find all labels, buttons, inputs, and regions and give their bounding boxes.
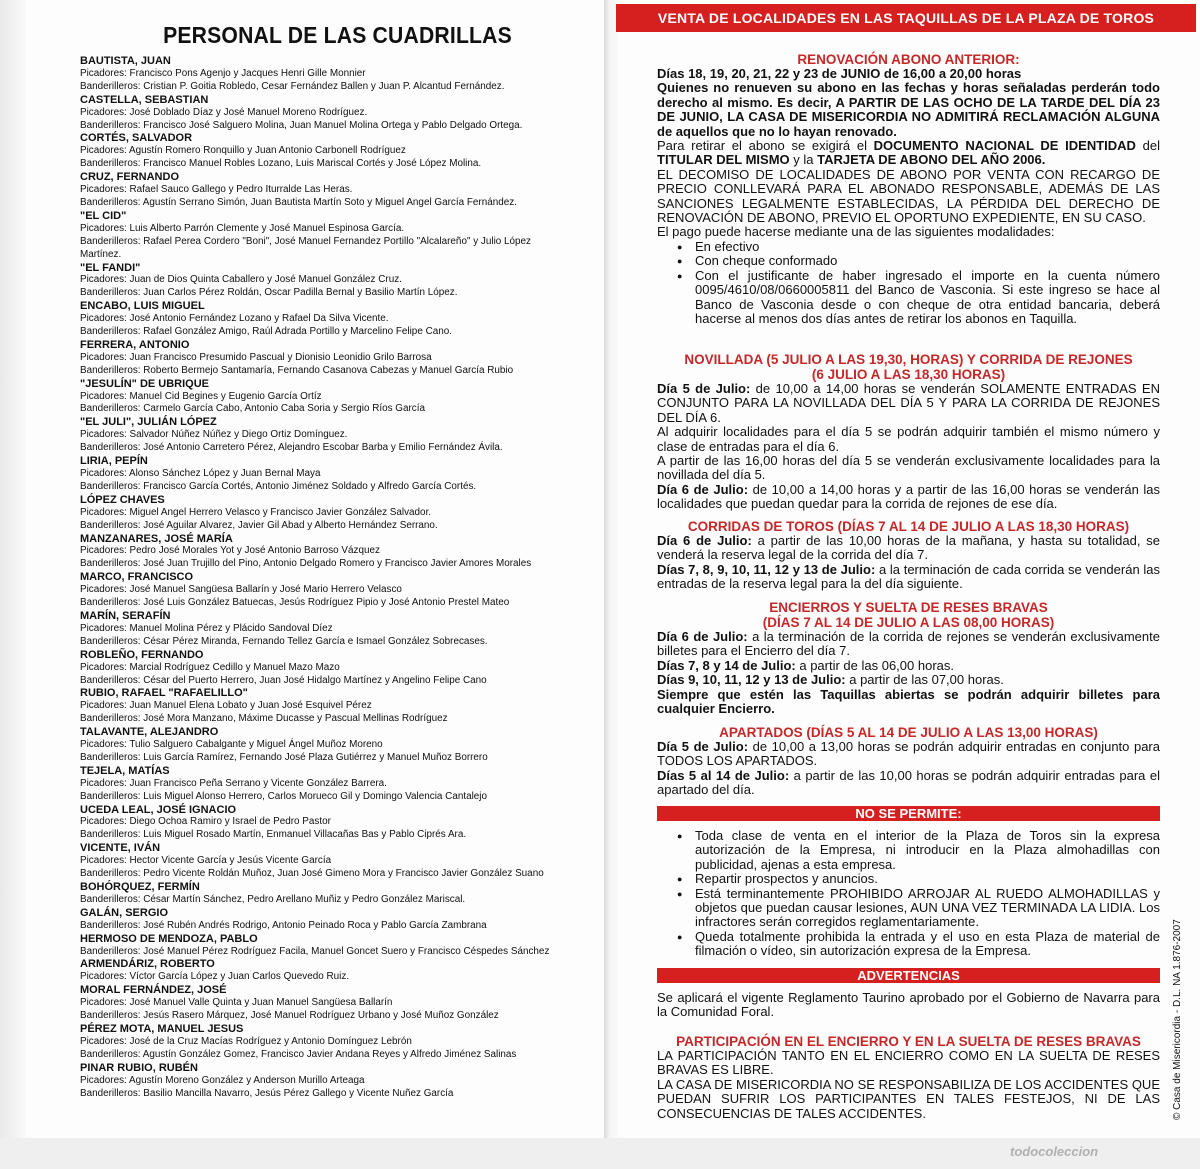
- crew-matador-name: CRUZ, FERNANDO: [80, 171, 179, 184]
- section-heading-apartados: APARTADOS (DÍAS 5 AL 14 DE JULIO A LAS 13,00 HORAS): [719, 725, 1098, 740]
- crew-matador-name: ARMENDÁRIZ, ROBERTO: [80, 958, 215, 971]
- crew-matador-name: MARÍN, SERAFÍN: [80, 609, 171, 622]
- crew-members-line: Banderilleros: César Pérez Miranda, Fernando Tellez García e Ismael González Sobrecases.: [80, 635, 488, 647]
- ticket-sales-banner: VENTA DE LOCALIDADES EN LAS TAQUILLAS DE LA PLAZA DE TOROS: [616, 4, 1196, 32]
- section-encierros: [657, 600, 1160, 716]
- crew-list-title: PERSONAL DE LAS CUADRILLAS: [163, 22, 512, 48]
- novillada-day5: Día 5 de Julio: de 10,00 a 14,00 horas se venderán SOLAMENTE ENTRADAS EN CONJUNTO PARA LA NOVILLADA DEL DÍA 5 Y PARA LA CORRIDA DE REJONES DEL DÍA 6.: [657, 381, 1160, 425]
- crew-matador-name: TEJELA, MATÍAS: [80, 764, 170, 777]
- no-se-permite-bar: NO SE PERMITE:: [657, 806, 1160, 821]
- encierros-days-7-8-14: Días 7, 8 y 14 de Julio: a partir de las 06,00 horas.: [657, 657, 954, 673]
- crew-members-line: Picadores: Rafael Sauco Gallego y Pedro Iturralde Las Heras.: [80, 184, 353, 196]
- crew-entry: [80, 842, 595, 881]
- crew-matador-name: MANZANARES, JOSÉ MARÍA: [80, 532, 233, 545]
- crew-members-line: Picadores: Manuel Molina Pérez y Plácido Sandoval Díez: [80, 622, 333, 634]
- advertencias-text: Se aplicará el vigente Reglamento Taurino aprobado por el Gobierno de Navarra para la Comunidad Foral.: [657, 990, 1160, 1020]
- crew-members-line: Picadores: Alonso Sánchez López y Juan Bernal Maya: [80, 468, 321, 479]
- prohibition-filming: ● Queda totalmente prohibida la entrada y el uso en esta Plaza de material de filmación o vídeo, sin autorización expresa de la Empresa.: [657, 930, 1160, 959]
- crew-entry: [80, 494, 595, 533]
- crew-members-line: Picadores: José Antonio Fernández Lozano y Rafael Da Silva Vicente.: [80, 313, 389, 325]
- crew-matador-name: FERRERA, ANTONIO: [80, 338, 190, 351]
- crew-entry: [80, 378, 595, 417]
- crew-members-line: Picadores: Víctor García López y Juan Carlos Quevedo Ruiz.: [80, 971, 350, 983]
- crew-members-line: Picadores: Luis Alberto Parrón Clemente y José Manuel Espinosa García.: [80, 222, 405, 234]
- crew-members-line: Banderilleros: Agustín Serrano Simón, Juan Bautista Martín Soto y Miguel Angel García Fernández.: [80, 196, 517, 208]
- crew-matador-name: VICENTE, IVÁN: [80, 842, 161, 855]
- legal-deposit-credit: © Casa de Misericordia - D.L. NA 1.876-2007: [1172, 919, 1183, 1120]
- crew-members-line: Banderilleros: Luis García Ramírez, Fernando José Plaza Gutiérrez y Manuel Muñoz Borrero: [80, 751, 488, 763]
- crew-entry: [80, 300, 595, 339]
- renewal-requirements: Para retirar el abono se exigirá el DOCUMENTO NACIONAL DE IDENTIDAD del TITULAR DEL MISMO y la TARJETA DE ABONO DEL AÑO 2006.: [657, 138, 1160, 168]
- crew-personnel-column: [80, 22, 595, 1100]
- crew-entry: [80, 1062, 595, 1101]
- crew-members-line: Banderilleros: Luis Miguel Alonso Herrero, Carlos Morueco Gil y Domingo Valencia Cantalejo: [80, 790, 488, 802]
- crew-members-line: Banderilleros: José Aguilar Alvarez, Javier Gil Abad y Alberto Hernández Serrano.: [80, 519, 438, 531]
- crew-matador-name: CORTÉS, SALVADOR: [80, 132, 193, 145]
- crew-members-line: Picadores: Juan Francisco Presumido Pascual y Dionisio Leonidio Grilo Barrosa: [80, 351, 432, 363]
- crew-members-line: Banderilleros: José Mora Manzano, Máxime Ducasse y Pascual Mellinas Rodríguez: [80, 713, 448, 725]
- renewal-dates: Días 18, 19, 20, 21, 22 y 23 de JUNIO de 16,00 a 20,00 horas: [657, 66, 1022, 81]
- section-heading-renovacion: RENOVACIÓN ABONO ANTERIOR:: [797, 52, 1020, 67]
- crew-entry: [80, 765, 595, 804]
- crew-matador-name: "EL JULI", JULIÁN LÓPEZ: [80, 416, 217, 429]
- corridas-days7to13: Días 7, 8, 9, 10, 11, 12 y 13 de Julio: a la terminación de cada corrida se venderán las entradas de la reserva legal para la del día siguiente.: [657, 561, 1160, 592]
- payment-intro: El pago puede hacerse mediante una de las siguientes modalidades:: [657, 224, 1055, 240]
- page-edge-shadow: [0, 0, 26, 1169]
- crew-entry: [80, 262, 595, 301]
- crew-matador-name: "EL FANDI": [80, 261, 141, 274]
- crew-entry: [80, 958, 595, 984]
- crew-matador-name: LIRIA, PEPÍN: [80, 455, 148, 468]
- crew-members-line: Banderilleros: José Manuel Pérez Rodríguez Facila, Manuel Goncet Suero y Francisco Céspedes Sánchez: [80, 945, 550, 957]
- crew-matador-name: BOHÓRQUEZ, FERMÍN: [80, 881, 200, 893]
- crew-entry: [80, 687, 595, 726]
- crew-entry: [80, 455, 595, 494]
- payment-option-cash: ● En efectivo: [657, 240, 1160, 254]
- crew-members-line: Banderilleros: Agustín González Gomez, Francisco Javier Andana Reyes y Alfredo Jiménez Salinas: [80, 1048, 517, 1060]
- crew-matador-name: PÉREZ MOTA, MANUEL JESUS: [80, 1022, 244, 1035]
- crew-entry: [80, 55, 595, 94]
- crew-members-line: Banderilleros: Roberto Bermejo Santamaría, Fernando Casanova Cabezas y Manuel García Rubio: [80, 364, 514, 376]
- crew-matador-name: UCEDA LEAL, JOSÉ IGNACIO: [80, 803, 237, 816]
- crew-members-line: Banderilleros: José Rubén Andrés Rodrigo, Antonio Peinado Roca y Pablo García Zambrana: [80, 919, 487, 931]
- crew-members-line: Banderilleros: Rafael Perea Cordero "Boni", José Manuel Fernandez Portillo "Alcalareño" y Julio López: [80, 235, 532, 247]
- crew-members-line: Picadores: Juan Francisco Peña Serrano y Vicente González Barrera.: [80, 777, 387, 789]
- payment-option-cheque: ● Con cheque conformado: [657, 254, 1160, 268]
- section-subheading-encierros: (DÍAS 7 AL 14 DE JULIO A LAS 08,00 HORAS): [762, 615, 1055, 630]
- crew-entry: [80, 339, 595, 378]
- crew-members-line: Banderilleros: Carmelo García Cabo, Antonio Caba Soria y Sergio Ríos García: [80, 403, 426, 415]
- section-participacion: [657, 1034, 1160, 1121]
- crew-members-line: Picadores: Francisco Pons Agenjo y Jacques Henri Gille Monnier: [80, 67, 366, 79]
- novillada-note1: Al adquirir localidades para el día 5 se podrán adquirir también el mismo número y clase de entradas para el día 6.: [657, 424, 1160, 454]
- crew-members-line: Picadores: Tulio Salguero Cabalgante y Miguel Ángel Muñoz Moreno: [80, 739, 383, 751]
- crew-members-line: Banderilleros: Francisco García Cortés, Antonio Jiménez Soldado y Alfredo García Cortés.: [80, 480, 477, 492]
- watermark-logo: todocoleccion: [1010, 1144, 1099, 1159]
- crew-entry: [80, 132, 595, 171]
- crew-members-line: Martínez.: [80, 248, 122, 260]
- crew-entry: [80, 210, 595, 262]
- crew-entry: [80, 610, 595, 649]
- crew-members-line: Banderilleros: José Antonio Carretero Pérez, Alejandro Escobar Barba y Emilio Fernández Ávila.: [80, 442, 503, 454]
- crew-entry: [80, 533, 595, 572]
- resale-penalty: EL DECOMISO DE LOCALIDADES DE ABONO POR VENTA CON RECARGO DE PRECIO CONLLEVARÁ PARA EL ABONADO RESPONSABLE, ADEMÁS DE LAS SANCIONES LEGALMENTE ESTABLECIDAS, LA PÉRDIDA DEL DERECHO DE RENOVACIÓN DE ABONO, PREVIO EL OPORTUNO EXPEDIENTE, EN SU CASO.: [657, 166, 1160, 226]
- crew-matador-name: MARCO, FRANCISCO: [80, 571, 194, 584]
- encierros-days-9-13: Días 9, 10, 11, 12 y 13 de Julio: a partir de las 07,00 horas.: [657, 672, 1004, 688]
- crew-members-line: Picadores: Manuel Cid Begines y Eugenio García Ortíz: [80, 390, 322, 402]
- apartados-days5to14: Días 5 al 14 de Julio: a partir de las 10,00 horas se podrán adquirir entradas para el apartado del día.: [657, 767, 1160, 798]
- participacion-disclaimer: LA CASA DE MISERICORDIA NO SE RESPONSABILIZA DE LOS ACCIDENTES QUE PUEDAN SUFRIR LOS PARTICIPANTES EN TALES FESTEJOS, NI DE LAS CONSECUENCIAS DE TALES ACCIDENTES.: [657, 1076, 1160, 1121]
- crew-list: [80, 55, 595, 1100]
- crew-entry: [80, 881, 595, 907]
- encierros-day6: Día 6 de Julio: a la terminación de la corrida de rejones se venderán exclusivamente billetes para el Encierro del día 7.: [657, 629, 1160, 659]
- crew-matador-name: LÓPEZ CHAVES: [80, 493, 165, 506]
- payment-option-transfer: ● Con el justificante de haber ingresado el importe en la cuenta número 0095/4610/08/0660005811 del Banco de Vasconia. Si este ingreso se hace al Banco de Vasconia desde o con cheque de otra entidad bancaria, deberá hacerse al menos dos días antes de retirar los abonos en Taquilla.: [657, 269, 1160, 327]
- crew-members-line: Picadores: Hector Vicente García y Jesús Vicente García: [80, 855, 332, 867]
- prohibition-sales: ● Toda clase de venta en el interior de la Plaza de Toros sin la expresa autorización de la Empresa, ni introducir en la Plaza almohadillas con publicidad, ajenas a esta empresa.: [657, 829, 1160, 872]
- prohibition-flyers: ● Repartir prospectos y anuncios.: [657, 872, 1160, 886]
- crew-members-line: Picadores: Juan Manuel Elena Lobato y Juan José Esquivel Pérez: [80, 700, 372, 712]
- crew-entry: [80, 907, 595, 933]
- crew-matador-name: "EL CID": [80, 209, 127, 222]
- crew-members-line: Banderilleros: Rafael González Amigo, Raúl Adrada Portillo y Marcelino Felipe Cano.: [80, 326, 452, 338]
- crew-matador-name: MORAL FERNÁNDEZ, JOSÉ: [80, 984, 227, 997]
- section-heading-encierros: ENCIERROS Y SUELTA DE RESES BRAVAS: [769, 600, 1048, 615]
- section-heading-novillada: NOVILLADA (5 JULIO A LAS 19,30, HORAS) Y CORRIDA DE REJONES: [684, 352, 1133, 367]
- crew-members-line: Banderilleros: Cristian P. Goitia Robledo, Cesar Fernández Ballen y Juan P. Alcantud Fernández.: [80, 80, 505, 92]
- corridas-day6: Día 6 de Julio: a partir de las 10,00 horas de la mañana, y hasta su totalidad, se venderá la reserva legal de la corrida del día 7.: [657, 533, 1160, 563]
- crew-matador-name: HERMOSO DE MENDOZA, PABLO: [80, 932, 258, 945]
- crew-entry: [80, 649, 595, 688]
- page-fold: [604, 0, 618, 1169]
- section-novillada: [657, 352, 1160, 512]
- section-no-se-permite: [657, 806, 1160, 959]
- renewal-warning: Quienes no renueven su abono en las fechas y horas señaladas perderán todo derecho al mismo. Es decir, A PARTIR DE LAS OCHO DE LA TARDE DEL DÍA 23 DE JUNIO, LA CASA DE MISERICORDIA NO ADMITIRÁ RECLAMACIÓN ALGUNA de aquellos que no lo hayan renovado.: [657, 80, 1160, 139]
- crew-members-line: Picadores: José Manuel Valle Quinta y Juan Manuel Sangüesa Ballarín: [80, 997, 393, 1009]
- crew-matador-name: BAUTISTA, JUAN: [80, 55, 171, 67]
- advertencias-bar: ADVERTENCIAS: [657, 968, 1160, 983]
- participacion-free: LA PARTICIPACIÓN TANTO EN EL ENCIERRO COMO EN LA SUELTA DE RESES BRAVAS ES LIBRE.: [657, 1048, 1160, 1078]
- crew-members-line: Banderilleros: Francisco Manuel Robles Lozano, Luis Mariscal Cortés y José López Molina.: [80, 158, 482, 170]
- crew-members-line: Banderilleros: Pedro Vicente Roldán Muñoz, Juan José Gimeno Mora y Francisco Javier González Suano: [80, 868, 544, 880]
- crew-members-line: Picadores: Pedro José Morales Yot y José Antonio Barroso Vázquez: [80, 545, 380, 557]
- section-subheading-novillada: (6 JULIO A LAS 18,30 HORAS): [811, 367, 1006, 382]
- crew-matador-name: ENCABO, LUIS MIGUEL: [80, 300, 205, 313]
- crew-entry: [80, 416, 595, 455]
- crew-entry: [80, 933, 595, 959]
- crew-members-line: Banderilleros: José Juan Trujillo del Pino, Antonio Delgado Romero y Francisco Javier Amores Morales: [80, 558, 532, 570]
- crew-matador-name: PINAR RUBIO, RUBÉN: [80, 1061, 198, 1074]
- crew-matador-name: CASTELLA, SEBASTIAN: [80, 93, 209, 106]
- crew-members-line: Banderilleros: Basilio Mancilla Navarro, Jesús Pérez Gallego y Vicente Nuñez García: [80, 1087, 454, 1099]
- crew-members-line: Picadores: José Doblado Díaz y José Manuel Moreno Rodríguez.: [80, 106, 368, 118]
- encierros-note: Siempre que estén las Taquillas abiertas se podrán adquirir billetes para cualquier Encierro.: [657, 686, 1160, 717]
- crew-matador-name: RUBIO, RAFAEL "RAFAELILLO": [80, 687, 248, 700]
- novillada-day6: Día 6 de Julio: de 10,00 a 14,00 horas y a partir de las 16,00 horas se venderán las localidades que puedan quedar para la corrida de rejones de ese día.: [657, 481, 1160, 512]
- crew-members-line: Banderilleros: Juan Carlos Pérez Roldán, Oscar Padilla Bernal y Basilio Martín López.: [80, 287, 458, 299]
- novillada-note2: A partir de las 16,00 horas del día 5 se venderán exclusivamente localidades para la novillada del día 5.: [657, 453, 1160, 483]
- crew-members-line: Picadores: Diego Ochoa Ramiro y Israel de Pedro Pastor: [80, 816, 331, 828]
- crew-members-line: Picadores: Salvador Núñez Núñez y Diego Ortiz Domínguez.: [80, 429, 348, 441]
- section-advertencias: [657, 968, 1160, 1020]
- crew-members-line: Banderilleros: César Martín Sánchez, Pedro Arellano Muñiz y Pedro González Mariscal.: [80, 893, 466, 905]
- crew-members-line: Picadores: José de la Cruz Macías Rodríguez y Antonio Domínguez Lebrón: [80, 1035, 412, 1047]
- crew-entry: [80, 171, 595, 210]
- crew-matador-name: "JESULÍN" DE UBRIQUE: [80, 377, 210, 390]
- section-heading-participacion: PARTICIPACIÓN EN EL ENCIERRO Y EN LA SUELTA DE RESES BRAVAS: [676, 1034, 1141, 1049]
- section-heading-corridas: CORRIDAS DE TOROS (DÍAS 7 AL 14 DE JULIO A LAS 18,30 HORAS): [687, 519, 1130, 534]
- crew-entry: [80, 94, 595, 133]
- prohibition-throwing: ● Está terminantemente PROHIBIDO ARROJAR AL RUEDO ALMOHADILLAS y objetos que puedan causar lesiones, AUN UNA VEZ TERMINADA LA LIDIA. Los infractores serán corregidos reglamentariamente.: [657, 887, 1160, 930]
- section-apartados: [657, 725, 1160, 798]
- crew-entry: [80, 804, 595, 843]
- crew-entry: [80, 726, 595, 765]
- crew-members-line: Picadores: Miguel Angel Herrero Velasco y Francisco Javier González Salvador.: [80, 506, 432, 518]
- crew-members-line: Picadores: Agustín Moreno González y Anderson Murillo Arteaga: [80, 1074, 365, 1086]
- crew-entry: [80, 984, 595, 1023]
- section-renovacion: [657, 52, 1160, 326]
- crew-members-line: Banderilleros: Francisco José Salguero Molina, Juan Manuel Molina Ortega y Pablo Delgado Ortega.: [80, 119, 523, 131]
- crew-members-line: Picadores: Marcial Rodríguez Cedillo y Manuel Mazo Mazo: [80, 661, 340, 673]
- crew-members-line: Picadores: Agustín Romero Ronquillo y Juan Antonio Carbonell Rodríguez: [80, 145, 406, 157]
- crew-matador-name: ROBLEÑO, FERNANDO: [80, 648, 204, 661]
- crew-matador-name: TALAVANTE, ALEJANDRO: [80, 726, 219, 739]
- crew-entry: [80, 571, 595, 610]
- apartados-day5: Día 5 de Julio: de 10,00 a 13,00 horas se podrán adquirir entradas en conjunto para TODOS LOS APARTADOS.: [657, 739, 1160, 769]
- crew-matador-name: GALÁN, SERGIO: [80, 906, 169, 919]
- crew-entry: [80, 1023, 595, 1062]
- crew-members-line: Picadores: Juan de Dios Quinta Caballero y José Manuel González Cruz.: [80, 274, 402, 286]
- crew-members-line: Picadores: José Manuel Sangüesa Ballarín y José Mario Herrero Velasco: [80, 584, 402, 596]
- crew-members-line: Banderilleros: César del Puerto Herrero, Juan José Hidalgo Martínez y Angelino Felipe Cano: [80, 674, 487, 686]
- crew-members-line: Banderilleros: José Luis González Batuecas, Jesús Rodríguez Pipio y José Antonio Prestel Mateo: [80, 597, 510, 609]
- section-corridas: [657, 519, 1160, 592]
- crew-members-line: Banderilleros: Jesús Rasero Márquez, José Manuel Rodríguez Urbano y José Muñoz González: [80, 1010, 499, 1022]
- crew-members-line: Banderilleros: Luis Miguel Rosado Martín, Enmanuel Villacañas Bas y Pablo Ciprés Ara.: [80, 829, 467, 841]
